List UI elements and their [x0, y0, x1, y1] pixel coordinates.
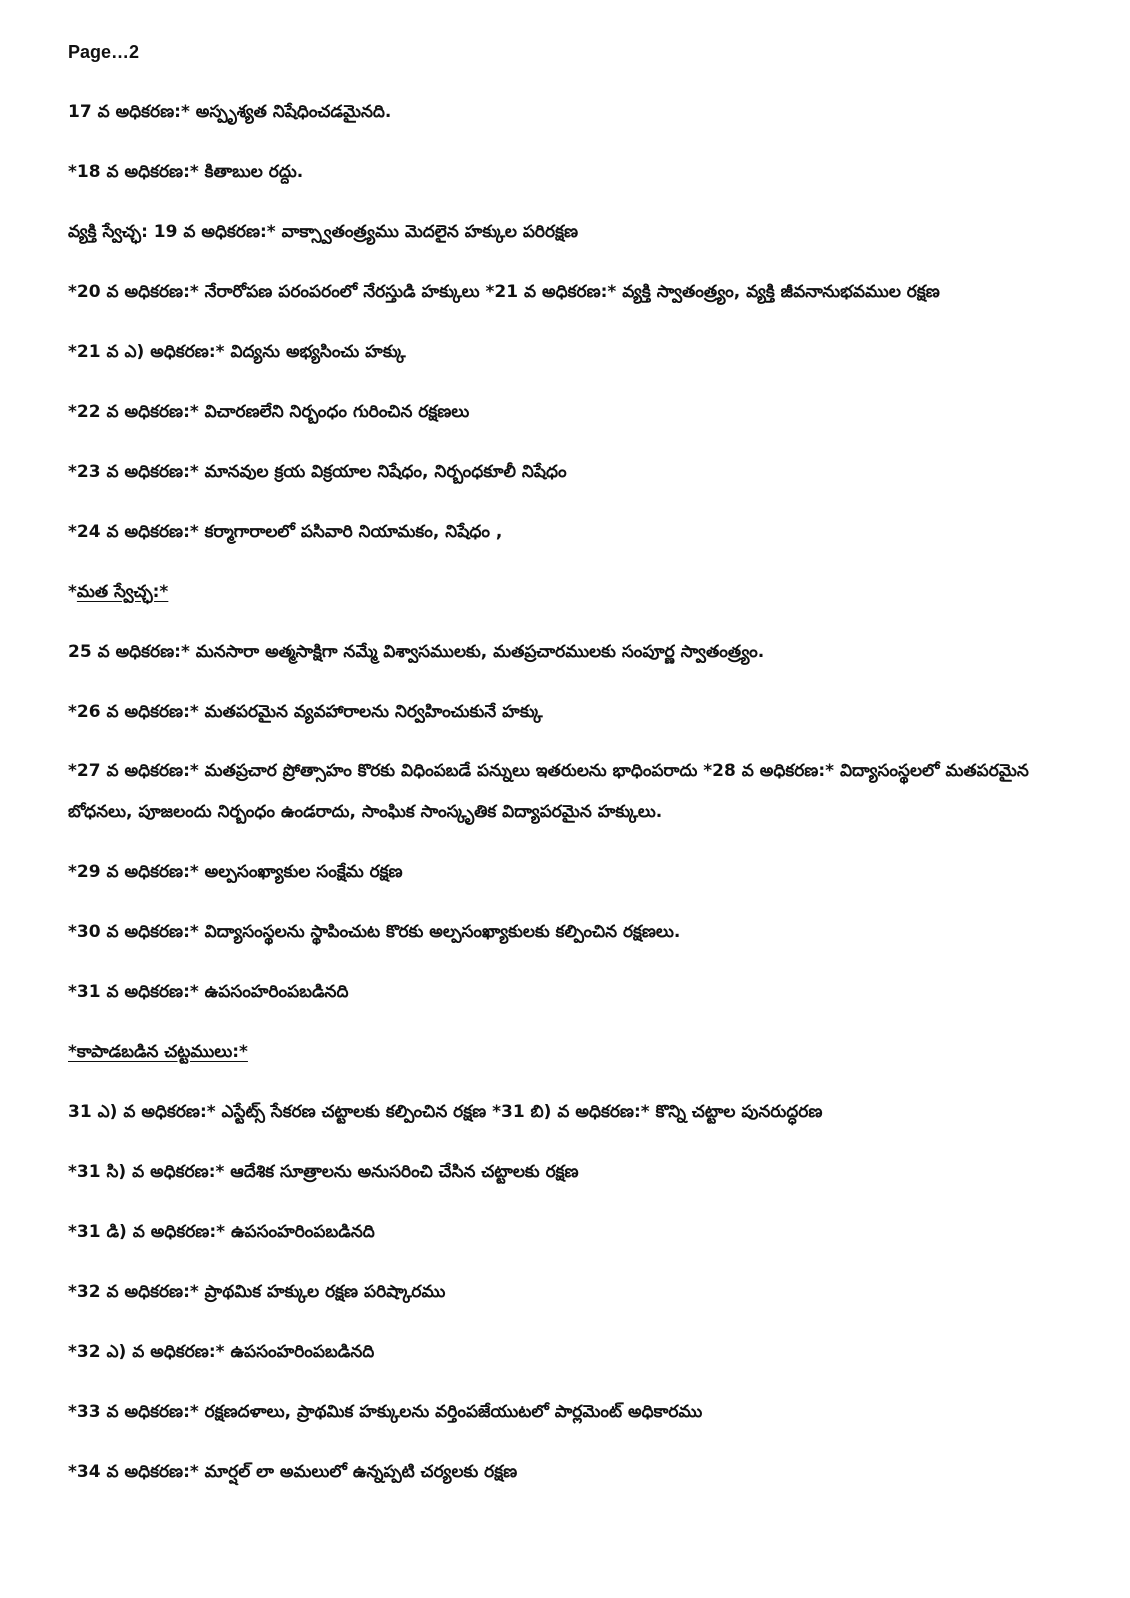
article-31c: *31 సి) వ అధికరణ:* ఆదేశిక సూత్రాలను అనుసరించి చేసిన చట్టాలకు రక్షణ — [68, 1162, 579, 1182]
article-22: *22 వ అధికరణ:* విచారణలేని నిర్బంధం గురించిన రక్షణలు — [68, 402, 470, 422]
article-29: *29 వ అధికరణ:* అల్పసంఖ్యాకుల సంక్షేమ రక్షణ — [68, 862, 403, 882]
section-heading-text: మత స్వేచ్ఛ:* — [76, 582, 169, 602]
article-31: *31 వ అధికరణ:* ఉపసంహరింపబడినది — [68, 982, 349, 1002]
article-20-21: *20 వ అధికరణ:* నేరారోపణ పరంపరంలో నేరస్తుడి హక్కులు *21 వ అధికరణ:* వ్యక్తి స్వాతంత్ర్యం, వ్యక్తి జీవనానుభవముల రక్షణ — [68, 282, 940, 302]
article-23: *23 వ అధికరణ:* మానవుల క్రయ విక్రయాల నిషేధం, నిర్బంధకూలీ నిషేధం — [68, 462, 567, 482]
article-32a: *32 ఎ) వ అధికరణ:* ఉపసంహరింపబడినది — [68, 1342, 375, 1362]
article-21a: *21 వ ఎ) అధికరణ:* విద్యను అభ్యసించు హక్కు — [68, 342, 406, 362]
article-19: వ్యక్తి స్వేచ్ఛ: 19 వ అధికరణ:* వాక్స్వాతంత్ర్యము మెదలైన హక్కుల పరిరక్షణ — [68, 222, 578, 242]
article-24: *24 వ అధికరణ:* కర్మాగారాలలో పసివారి నియామకం, నిషేధం , — [68, 522, 503, 542]
article-31a-31b: 31 ఎ) వ అధికరణ:* ఎస్టేట్స్ సేకరణ చట్టాలకు కల్పించిన రక్షణ *31 బి) వ అధికరణ:* కొన్ని చట్టాల పునరుద్ధరణ — [68, 1102, 823, 1122]
section-heading-religion — [68, 580, 1088, 604]
article-34: *34 వ అధికరణ:* మార్షల్ లా అమలులో ఉన్నప్పటి చర్యలకు రక్షణ — [68, 1462, 518, 1482]
article-32: *32 వ అధికరణ:* ప్రాథమిక హక్కుల రక్షణ పరిష్కారము — [68, 1282, 446, 1302]
article-17: 17 వ అధికరణ:* అస్పృశ్యత నిషేధించడమైనది. — [68, 102, 392, 122]
document-page — [68, 40, 1088, 1520]
article-31d: *31 డి) వ అధికరణ:* ఉపసంహరింపబడినది — [68, 1222, 375, 1242]
section-heading-text: *కాపాడబడిన చట్టములు:* — [68, 1042, 248, 1062]
article-30: *30 వ అధికరణ:* విద్యాసంస్థలను స్థాపించుట కొరకు అల్పసంఖ్యాకులకు కల్పించిన రక్షణలు. — [68, 922, 681, 942]
article-33: *33 వ అధికరణ:* రక్షణదళాలు, ప్రాథమిక హక్కులను వర్తింపజేయుటలో పార్లమెంట్ అధికారము — [68, 1402, 703, 1422]
page-number-header: Page…2 — [68, 42, 140, 62]
article-27-28: *27 వ అధికరణ:* మతప్రచార ప్రోత్సాహం కొరకు విధింపబడే పన్నులు ఇతరులను భాధింపరాదు *28 వ అధికరణ:* విద్యాసంస్థలలో మతపరమైన బోధనలు, పూజలందు నిర్బంధం ఉండరాదు, సాంఘిక సాంస్కృతిక విద్యాపరమైన హక్కులు. — [68, 761, 1029, 822]
article-25: 25 వ అధికరణ:* మనసారా అత్మసాక్షిగా నమ్మే విశ్వాసములకు, మతప్రచారములకు సంపూర్ణ స్వాతంత్ర్యం. — [68, 642, 765, 662]
article-26: *26 వ అధికరణ:* మతపరమైన వ్యవహారాలను నిర్వహించుకునే హక్కు — [68, 702, 543, 722]
section-heading-prefix: * — [68, 582, 77, 602]
article-18: *18 వ అధికరణ:* కితాబుల రద్దు. — [68, 162, 304, 182]
section-heading-saved-laws — [68, 1040, 1088, 1064]
